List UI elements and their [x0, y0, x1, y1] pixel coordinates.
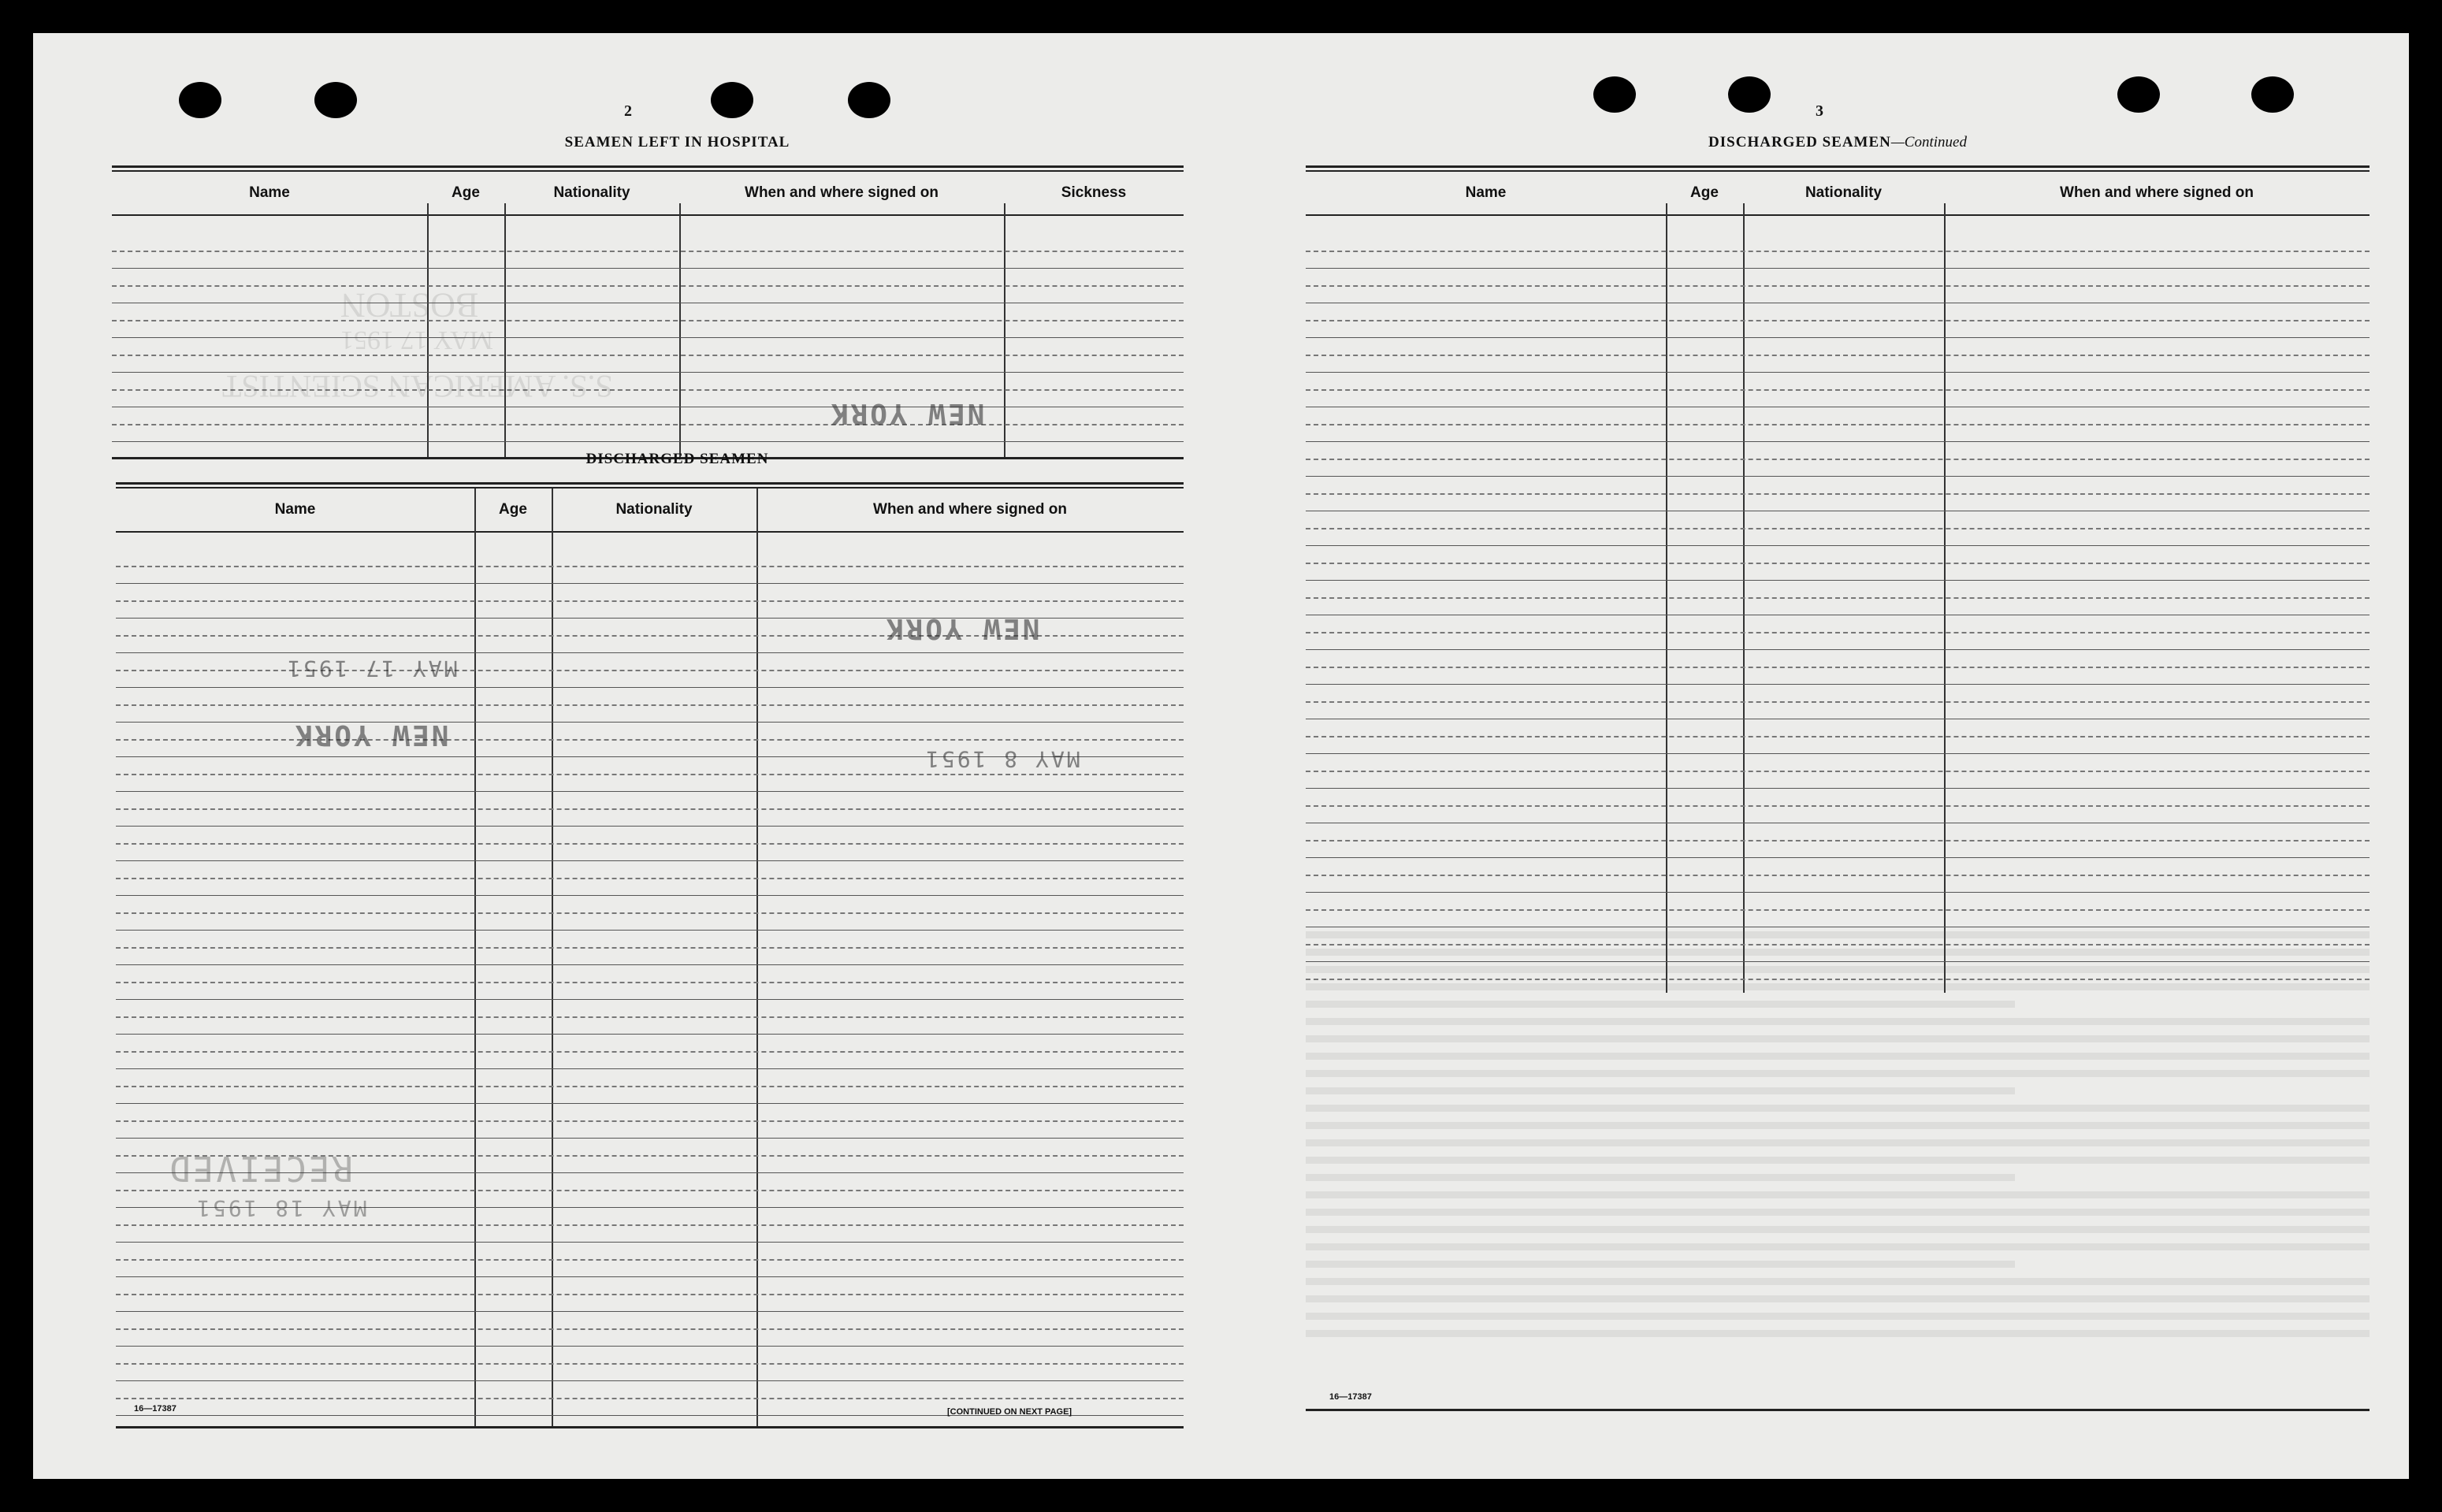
form-row-line: [116, 670, 1184, 671]
column-header-name: Name: [249, 184, 290, 201]
bleed-through-line: [1306, 1157, 2370, 1164]
form-row-line: [1306, 320, 2370, 321]
form-row-line: [1306, 649, 2370, 650]
column-header-signed-on: When and where signed on: [2060, 184, 2254, 201]
column-header-age: Age: [1690, 184, 1719, 201]
form-row-line: [116, 1380, 1184, 1381]
form-row-line: [112, 268, 1184, 269]
document-sheet: [33, 33, 2409, 1479]
form-row-line: [116, 1363, 1184, 1365]
form-row-line: [116, 1016, 1184, 1018]
binder-hole: [848, 82, 890, 118]
binder-hole: [1728, 76, 1771, 113]
binder-hole: [1593, 76, 1636, 113]
form-row-line: [1306, 459, 2370, 460]
bleed-through-line: [1306, 1087, 2015, 1094]
bleed-through-text: BOSTON: [340, 286, 479, 325]
bleed-through-line: [1306, 1001, 2015, 1008]
form-row-line: [1306, 372, 2370, 373]
form-row-line: [116, 1034, 1184, 1035]
form-row-line: [1306, 580, 2370, 581]
form-row-line: [116, 1294, 1184, 1295]
form-row-line: [1306, 528, 2370, 529]
bleed-through-line: [1306, 1278, 2370, 1285]
bleed-through-line: [1306, 1174, 2015, 1181]
form-row-line: [116, 1051, 1184, 1053]
form-row-line: [1306, 563, 2370, 564]
form-row-line: [116, 652, 1184, 653]
form-row-line: [116, 1224, 1184, 1226]
bleed-through-line: [1306, 1295, 2370, 1302]
bleed-through-line: [1306, 1070, 2370, 1077]
bleed-through-text: S.S. AMERICAN SCIENTIST: [222, 369, 613, 404]
form-row-line: [1306, 545, 2370, 546]
form-row-line: [116, 1068, 1184, 1069]
title-suffix: —Continued: [1890, 134, 1967, 150]
form-row-line: [116, 1346, 1184, 1347]
stamp-new-york: NEW YORK: [293, 719, 449, 751]
column-divider: [756, 489, 758, 1426]
form-row-line: [1306, 892, 2370, 893]
form-row-line: [112, 355, 1184, 356]
bleed-through-line: [1306, 1105, 2370, 1112]
form-row-line: [116, 600, 1184, 602]
continued-note: [CONTINUED ON NEXT PAGE]: [947, 1407, 1072, 1417]
binder-hole: [314, 82, 357, 118]
page-number-right: 3: [1816, 102, 1823, 120]
bleed-through-line: [1306, 931, 2370, 938]
bleed-through-line: [1306, 1018, 2370, 1025]
title-rule: [112, 165, 1184, 172]
form-row-line: [112, 285, 1184, 287]
form-row-line: [112, 441, 1184, 442]
binder-hole: [2117, 76, 2160, 113]
form-row-line: [116, 930, 1184, 931]
form-row-line: [112, 424, 1184, 425]
form-row-line: [1306, 424, 2370, 425]
bleed-through-line: [1306, 1226, 2370, 1233]
form-row-line: [1306, 840, 2370, 841]
form-row-line: [116, 1120, 1184, 1122]
form-row-line: [116, 1259, 1184, 1261]
form-row-line: [1306, 788, 2370, 789]
form-row-line: [116, 1276, 1184, 1277]
form-row-line: [116, 1398, 1184, 1399]
column-header-nationality: Nationality: [553, 184, 630, 201]
form-row-line: [112, 337, 1184, 338]
form-row-line: [116, 860, 1184, 861]
form-row-line: [116, 964, 1184, 965]
form-row-line: [116, 583, 1184, 584]
stamp-received: RECEIVED: [167, 1148, 353, 1188]
form-row-line: [1306, 493, 2370, 495]
form-row-line: [116, 704, 1184, 706]
form-row-line: [116, 826, 1184, 827]
hospital-section-title: SEAMEN LEFT IN HOSPITAL: [564, 134, 790, 150]
form-row-line: [1306, 909, 2370, 911]
title-rule: [116, 482, 1184, 489]
form-row-line: [1306, 805, 2370, 807]
bleed-through-line: [1306, 1330, 2370, 1337]
bleed-through-line: [1306, 1209, 2370, 1216]
bleed-through-line: [1306, 1191, 2370, 1198]
form-row-line: [1306, 979, 2370, 980]
stamp-new-york: NEW YORK: [829, 397, 985, 429]
bleed-through-line: [1306, 1139, 2370, 1146]
form-row-line: [116, 982, 1184, 983]
form-row-line: [116, 1190, 1184, 1191]
column-header-signed-on: When and where signed on: [873, 501, 1067, 518]
form-row-line: [116, 1086, 1184, 1087]
form-row-line: [1306, 389, 2370, 391]
table-bottom-rule: [1306, 1409, 2370, 1411]
column-header-name: Name: [1465, 184, 1507, 201]
form-row-line: [1306, 753, 2370, 754]
form-row-line: [1306, 771, 2370, 772]
form-row-line: [116, 687, 1184, 688]
column-header-age: Age: [499, 501, 527, 518]
form-row-line: [116, 1311, 1184, 1312]
form-row-line: [1306, 476, 2370, 477]
form-row-line: [112, 251, 1184, 252]
bleed-through-line: [1306, 1053, 2370, 1060]
form-row-line: [1306, 857, 2370, 858]
form-row-line: [116, 843, 1184, 845]
bleed-through-line: [1306, 1035, 2370, 1042]
form-row-line: [1306, 285, 2370, 287]
form-row-line: [1306, 667, 2370, 668]
form-row-line: [116, 722, 1184, 723]
form-row-line: [1306, 684, 2370, 685]
form-row-line: [116, 739, 1184, 741]
form-row-line: [116, 878, 1184, 879]
form-row-line: [116, 999, 1184, 1000]
form-row-line: [116, 808, 1184, 810]
discharged-continued-title: [1306, 134, 2370, 151]
table-bottom-rule: [116, 1426, 1184, 1428]
form-number-right: 16—17387: [1329, 1392, 1372, 1402]
column-divider: [679, 203, 681, 459]
stamp-date: MAY 17 1951: [285, 656, 458, 682]
column-header-nationality: Nationality: [615, 501, 693, 518]
bleed-through-line: [1306, 1243, 2370, 1250]
discharged-table-header: [116, 489, 1184, 533]
bleed-through-line: [1306, 1261, 2015, 1268]
column-header-signed-on: When and where signed on: [745, 184, 939, 201]
discharged-section-title: DISCHARGED SEAMEN: [585, 451, 769, 467]
form-row-line: [1306, 355, 2370, 356]
hospital-table-header: [112, 172, 1184, 216]
discharged-table-header: [1306, 172, 2370, 216]
binder-hole: [179, 82, 221, 118]
form-row-line: [1306, 701, 2370, 703]
bleed-through-line: [1306, 949, 2370, 956]
binder-hole: [711, 82, 753, 118]
form-row-line: [1306, 337, 2370, 338]
column-header-name: Name: [274, 501, 316, 518]
bleed-through-line: [1306, 983, 2370, 990]
title-rule: [1306, 165, 2370, 172]
form-row-line: [1306, 268, 2370, 269]
form-row-line: [116, 947, 1184, 949]
form-row-line: [1306, 944, 2370, 945]
column-header-nationality: Nationality: [1805, 184, 1883, 201]
form-row-line: [116, 566, 1184, 567]
form-row-line: [116, 774, 1184, 775]
page-number-left: 2: [624, 102, 632, 120]
form-row-line: [1306, 251, 2370, 252]
form-row-line: [116, 791, 1184, 792]
column-header-age: Age: [452, 184, 480, 201]
title-text: DISCHARGED SEAMEN: [1708, 134, 1891, 150]
form-number-left: 16—17387: [134, 1404, 177, 1414]
form-row-line: [1306, 961, 2370, 962]
stamp-date: MAY 8 1951: [924, 746, 1080, 772]
column-divider: [552, 489, 553, 1426]
form-row-line: [116, 1103, 1184, 1104]
form-row-line: [1306, 875, 2370, 876]
form-row-line: [116, 895, 1184, 896]
form-row-line: [116, 1242, 1184, 1243]
form-row-line: [1306, 441, 2370, 442]
bleed-through-line: [1306, 966, 2370, 973]
form-row-line: [116, 1328, 1184, 1330]
column-divider: [474, 489, 476, 1426]
bleed-through-line: [1306, 1313, 2370, 1320]
form-row-line: [116, 1138, 1184, 1139]
form-row-line: [1306, 632, 2370, 633]
binder-hole: [2251, 76, 2294, 113]
bleed-through-text: MAY 17 1951: [340, 325, 493, 355]
stamp-received-date: MAY 18 1951: [195, 1195, 367, 1221]
column-divider: [504, 203, 506, 459]
form-row-line: [1306, 597, 2370, 599]
hospital-table: [112, 172, 1184, 463]
column-divider: [1004, 203, 1005, 459]
form-row-line: [116, 912, 1184, 914]
stamp-new-york: NEW YORK: [884, 612, 1040, 645]
form-row-line: [112, 320, 1184, 321]
bleed-through-line: [1306, 1122, 2370, 1129]
column-header-sickness: Sickness: [1061, 184, 1127, 201]
form-row-line: [1306, 736, 2370, 737]
